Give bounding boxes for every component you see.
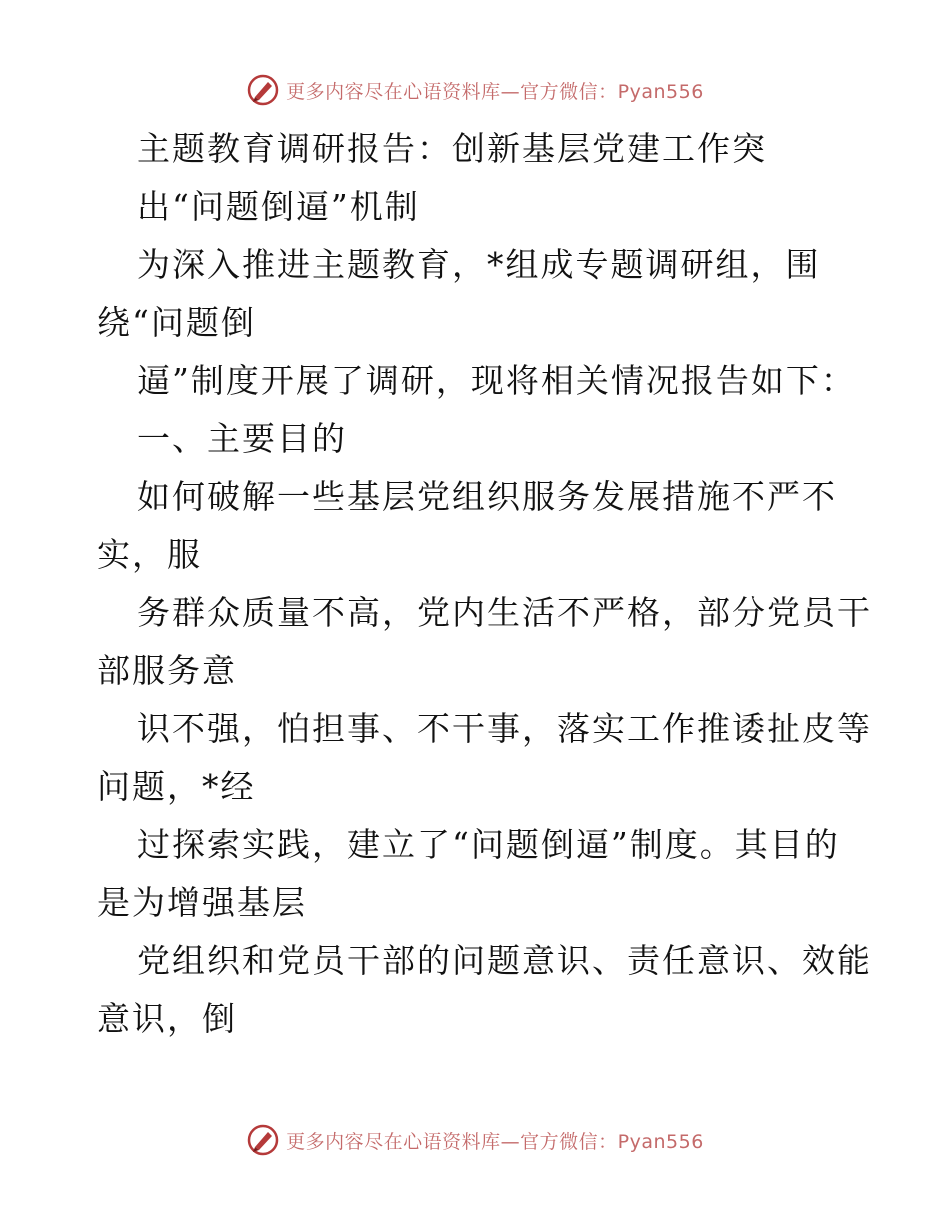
text-line: 绕“问题倒 bbox=[97, 303, 256, 342]
text-line: 问题，*经 bbox=[97, 767, 256, 806]
header-banner-text: 更多内容尽在心语资料库—官方微信：Pyan556 bbox=[286, 80, 704, 103]
text-line: 主题教育调研报告：创新基层党建工作突 bbox=[137, 129, 767, 168]
text-line: 过探索实践，建立了“问题倒逼”制度。其目的 bbox=[137, 825, 840, 864]
text-line: 识不强，怕担事、不干事，落实工作推诿扯皮等 bbox=[137, 709, 872, 748]
pen-logo-icon bbox=[246, 73, 280, 107]
header-watermark bbox=[0, 70, 950, 110]
text-line: 为深入推进主题教育，*组成专题调研组，围 bbox=[137, 245, 821, 284]
footer-banner-text: 更多内容尽在心语资料库—官方微信：Pyan556 bbox=[286, 1130, 704, 1153]
text-line: 出“问题倒逼”机制 bbox=[137, 187, 420, 226]
text-line: 意识，倒 bbox=[97, 999, 237, 1038]
text-line: 实，服 bbox=[97, 535, 202, 574]
text-line: 是为增强基层 bbox=[97, 883, 307, 922]
footer-watermark bbox=[0, 1120, 950, 1160]
text-line: 一、主要目的 bbox=[137, 419, 347, 458]
document-body bbox=[97, 120, 872, 1048]
text-line: 逼”制度开展了调研，现将相关情况报告如下： bbox=[137, 361, 856, 400]
text-line: 部服务意 bbox=[97, 651, 237, 690]
text-line: 务群众质量不高，党内生活不严格，部分党员干 bbox=[137, 593, 872, 632]
pen-logo-icon bbox=[246, 1123, 280, 1157]
text-line: 党组织和党员干部的问题意识、责任意识、效能 bbox=[137, 941, 872, 980]
text-line: 如何破解一些基层党组织服务发展措施不严不 bbox=[137, 477, 837, 516]
